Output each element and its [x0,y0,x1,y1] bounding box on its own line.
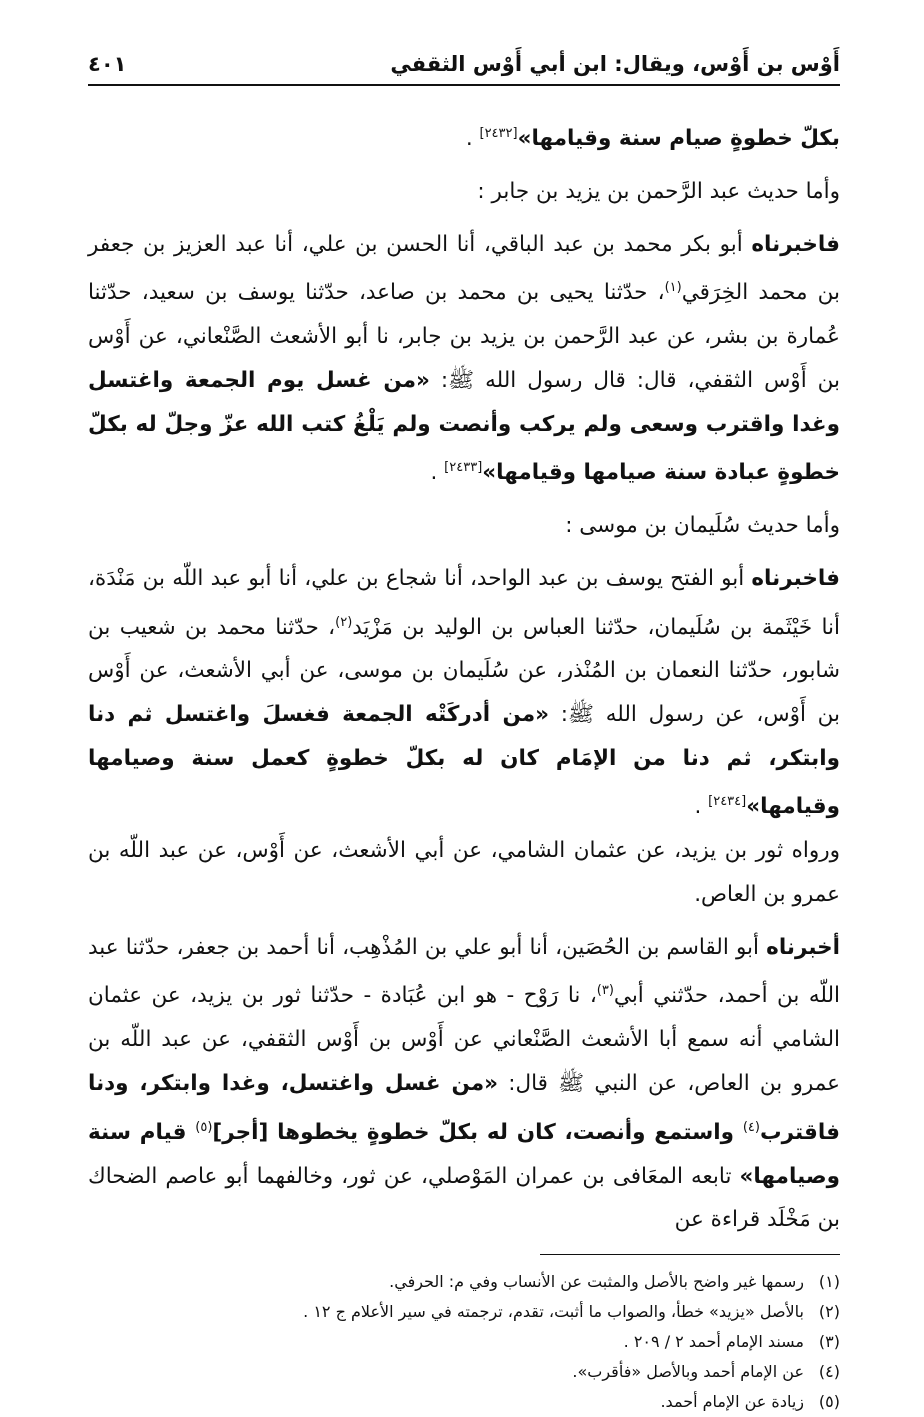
header-rule [88,84,840,86]
hadith-ref: [٢٤٣٣] [444,460,483,476]
paragraph-1 [88,112,840,161]
chain-text: ورواه ثور بن يزيد، عن عثمان الشامي، عن أبي الأشعث، عن أَوْس، عن عبد اللّه بن عمرو بن العاص. [88,838,840,908]
book-page [88,52,840,1417]
chain-text: أبو الفتح يوسف بن عبد الواحد، أنا شجاع بن علي، أنا أبو عبد اللّه بن مَنْدَة، أنا خَيْثَمة بن سُلَيمان، حدّثنا العباس بن الوليد بن مَزْيَد [88,565,840,640]
paragraph-3 [88,223,840,496]
chain-text: تابعه المعَافى بن عمران المَوْصلي، عن ثور، وخالفهما أبو عاصم الضحاك بن مَخْلَد قراءة عن [88,1163,840,1233]
hadith-quote: واستمع وأنصت، كان له بكلّ خطوةٍ يخطوها [أجر] [212,1119,743,1145]
running-title: أَوْس بن أَوْس، ويقال: ابن أبي أَوْس الثقفي [390,52,840,76]
hadith-ref: [٢٤٣٤] [708,794,747,810]
hadith-ref: [٢٤٣٢] [479,126,518,141]
footnote-number: (٤) [818,1361,840,1381]
hadith-quote: «من غسل يوم الجمعة واغتسل وغدا واقترب وسعى ولم يركب وأنصت ولم يَلْغُ كتب الله عزّ وجلّ له بكلّ خطوةٍ عبادة سنة صيامها وقيامها» [88,367,840,486]
chain-lead: فاخبرناه [751,565,840,591]
main-text [88,112,840,1242]
footnote-text: عن الإمام أحمد وبالأصل «فأقرب». [572,1361,804,1381]
chain-text: ، حدّثنا محمد بن شعيب بن شابور، حدّثنا النعمان بن المُنْذر، عن سُلَيمان بن موسى، عن أبي الأشعث، عن أَوْس بن أَوْس، عن رسول الله ﷺ: [88,614,840,728]
hadith-quote: قيام سنة وصيامها» [88,1119,840,1189]
paragraph-4 [88,504,840,548]
footnote-marker-4: (٤) [742,1119,760,1135]
footnote-marker-2: (٢) [335,614,353,630]
footnote-number: (٢) [818,1301,840,1321]
hadith-quote: «من غسل واغتسل، وغدا وابتكر، ودنا فاقترب [88,1071,840,1145]
footnote-number: (٣) [818,1331,840,1351]
hadith-quote: «من أدركَتْه الجمعة فغسلَ واغتسل ثم دنا وابتكر، ثم دنا من الإمَام كان له بكلّ خطوةٍ كعمل سنة وصيامها وقيامها» [88,702,840,820]
footnote-marker-5: (٥) [195,1119,213,1135]
hadith-quote: بكلّ خطوةٍ صيام سنة وقيامها» [517,126,840,152]
page-number: ٤٠١ [88,52,127,76]
footnote [88,1297,840,1327]
footnote-rule [540,1254,840,1255]
footnote [88,1387,840,1417]
footnotes [88,1267,840,1417]
paragraph-6 [88,829,840,916]
footnote [88,1267,840,1297]
footnote-text: مسند الإمام أحمد ٢ / ٢٠٩ . [623,1331,804,1351]
footnote-marker-1: (١) [664,280,682,296]
paragraph-7 [88,926,840,1242]
section-intro: وأما حديث عبد الرَّحمن بن يزيد بن جابر : [477,178,840,204]
chain-text: ، حدّثنا يحيى بن محمد بن صاعد، حدّثنا يوسف بن سعيد، حدّثنا عُمارة بن بشر، عن عبد الرَّحمن بن يزيد بن جابر، نا أبو الأشعث الصَّنْعاني، عن أَوْس بن أَوْس الثقفي، قال: قال رسول الله ﷺ: [88,280,840,393]
footnote-text: زيادة عن الإمام أحمد. [660,1391,804,1411]
paragraph-2 [88,170,840,214]
footnote-number: (١) [818,1271,840,1291]
paragraph-5 [88,557,840,830]
page-header [88,52,840,82]
footnote [88,1357,840,1387]
chain-text: أبو القاسم بن الحُصَين، أنا أبو علي بن المُذْهِب، أنا أحمد بن جعفر، حدّثنا عبد اللّه بن أحمد، حدّثني أبي [88,934,840,1009]
footnote-number: (٥) [818,1391,840,1411]
section-intro: وأما حديث سُلَيمان بن موسى : [565,513,840,539]
chain-text: أبو بكر محمد بن عبد الباقي، أنا الحسن بن علي، أنا عبد العزيز بن جعفر بن محمد الخِرَقي [88,231,841,306]
footnote-marker-3: (٣) [596,983,614,999]
chain-lead: أخبرناه [766,934,840,960]
sentence-end: . [430,460,445,486]
sentence-end: . [694,794,709,820]
chain-text: ، نا رَوْح - هو ابن عُبَادة - حدّثنا ثور بن يزيد، عن عثمان الشامي أنه سمع أبا الأشعث الصَّنْعاني عن أَوْس بن أَوْس الثقفي، عن عبد اللّه بن عمرو بن العاص، عن النبي ﷺ قال: [88,983,840,1096]
chain-lead: فاخبرناه [751,231,840,257]
footnote-text: رسمها غير واضح بالأصل والمثبت عن الأنساب وفي م: الحرفي. [389,1271,804,1291]
footnote [88,1327,840,1357]
footnote-text: بالأصل «يزيد» خطأ، والصواب ما أثبت، تقدم، ترجمته في سير الأعلام ج ١٢ . [303,1301,804,1321]
sentence-end: . [465,126,480,152]
